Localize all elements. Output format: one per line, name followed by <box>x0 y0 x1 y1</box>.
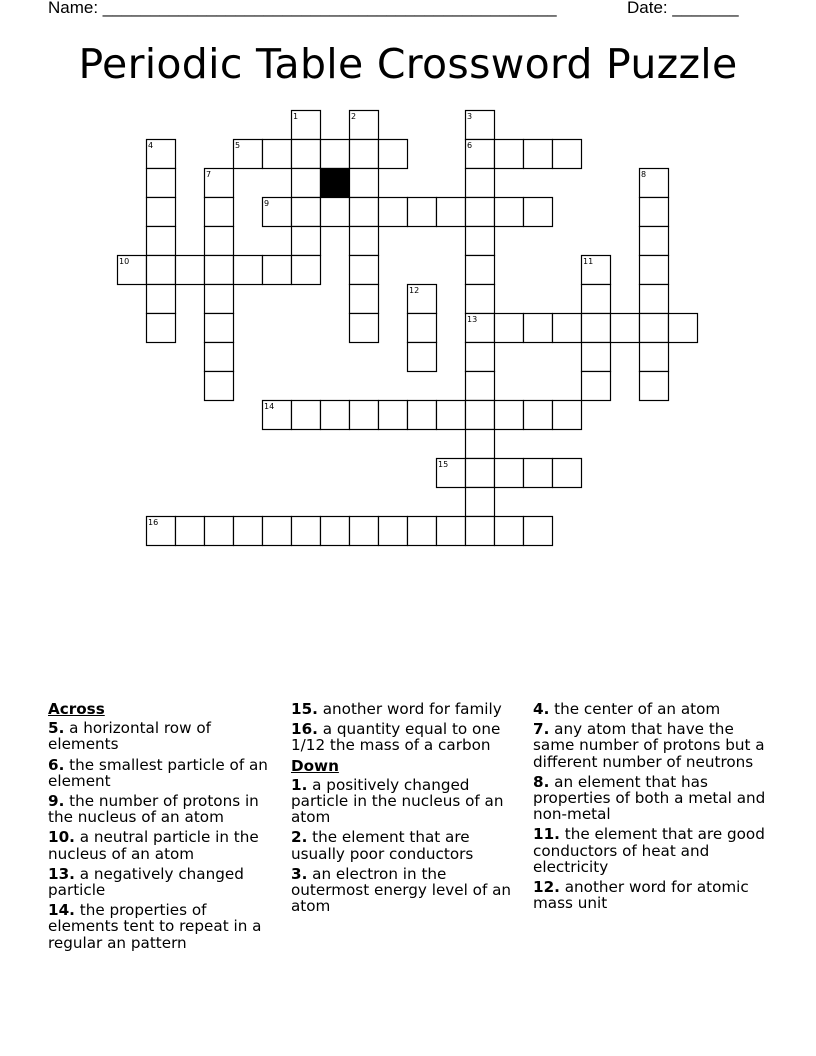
grid-cell[interactable] <box>495 140 524 169</box>
grid-cell[interactable] <box>292 256 321 285</box>
grid-cell[interactable] <box>350 227 379 256</box>
cell-number: 13 <box>467 315 478 324</box>
grid-cell[interactable] <box>176 256 205 285</box>
cell-number: 7 <box>206 170 212 179</box>
clue-text: the number of protons in the nucleus of an atom <box>48 792 259 827</box>
cell-number: 15 <box>438 460 449 469</box>
cell-number: 8 <box>641 170 647 179</box>
clue-down-3 <box>291 866 527 915</box>
grid-cell[interactable] <box>205 198 234 227</box>
clue-across-5 <box>48 720 278 752</box>
clue-number: 13. <box>48 864 75 883</box>
cell-number: 16 <box>148 518 159 527</box>
grid-cell[interactable] <box>582 343 611 372</box>
grid-cell[interactable] <box>495 198 524 227</box>
cell-number: 10 <box>119 257 130 266</box>
clue-number: 4. <box>533 700 550 718</box>
clues-column-3 <box>533 701 769 915</box>
grid-cell[interactable] <box>437 401 466 430</box>
grid-cell[interactable] <box>553 314 582 343</box>
grid-cell[interactable] <box>524 459 553 488</box>
grid-cell[interactable] <box>524 140 553 169</box>
clue-across-9 <box>48 793 278 825</box>
grid-cell[interactable] <box>640 314 669 343</box>
grid-cell[interactable] <box>524 198 553 227</box>
grid-cell[interactable] <box>408 314 437 343</box>
cell-number: 3 <box>467 112 473 121</box>
clue-text: an electron in the outermost energy level of an atom <box>291 864 512 916</box>
clue-number: 3. <box>291 864 308 883</box>
grid-cell[interactable] <box>466 343 495 372</box>
grid-cell[interactable] <box>205 285 234 314</box>
clue-down-2 <box>291 829 527 861</box>
grid-cell[interactable] <box>408 517 437 546</box>
clue-down-12 <box>533 879 769 911</box>
clue-number: 6. <box>48 755 65 774</box>
grid-cell[interactable] <box>524 314 553 343</box>
grid-cell[interactable] <box>350 169 379 198</box>
clue-text: an element that has properties of both a metal and non-metal <box>533 772 766 824</box>
cell-number: 5 <box>235 141 241 150</box>
clue-down-11 <box>533 826 769 875</box>
clue-number: 9. <box>48 792 65 811</box>
grid-cell[interactable] <box>582 285 611 314</box>
clue-number: 10. <box>48 828 75 847</box>
cell-number: 11 <box>583 257 594 266</box>
clue-across-16 <box>291 721 527 753</box>
grid-cell[interactable] <box>524 401 553 430</box>
clue-text: the smallest particle of an element <box>48 755 268 790</box>
grid-cell[interactable] <box>408 343 437 372</box>
grid-cell[interactable] <box>379 517 408 546</box>
grid-cell[interactable] <box>466 372 495 401</box>
grid-cell[interactable] <box>350 314 379 343</box>
grid-cell[interactable] <box>263 256 292 285</box>
down-heading: Down <box>291 756 339 775</box>
grid-cell[interactable] <box>669 314 698 343</box>
grid-cell[interactable] <box>553 459 582 488</box>
grid-cell[interactable] <box>466 256 495 285</box>
clue-number: 11. <box>533 825 560 844</box>
clue-text: another word for family <box>322 700 502 718</box>
grid-cell[interactable] <box>263 140 292 169</box>
clue-text: a negatively changed particle <box>48 864 244 900</box>
grid-cell[interactable] <box>147 198 176 227</box>
grid-cell[interactable] <box>379 198 408 227</box>
clue-across-10 <box>48 829 278 861</box>
clue-text: the element that are good conductors of heat and electricity <box>533 825 765 876</box>
clue-across-15 <box>291 701 527 717</box>
cell-number: 12 <box>409 286 420 295</box>
grid-cell[interactable] <box>640 372 669 401</box>
grid-cell[interactable] <box>437 198 466 227</box>
grid-cell[interactable] <box>611 314 640 343</box>
grid-cell[interactable] <box>147 227 176 256</box>
grid-cell[interactable] <box>147 256 176 285</box>
grid-cell[interactable] <box>408 401 437 430</box>
grid-cell[interactable] <box>379 401 408 430</box>
clue-number: 14. <box>48 901 75 920</box>
grid-cell[interactable] <box>495 314 524 343</box>
grid-cell[interactable] <box>147 169 176 198</box>
grid-cell[interactable] <box>466 227 495 256</box>
grid-cell[interactable] <box>147 285 176 314</box>
clue-text: a neutral particle in the nucleus of an atom <box>48 828 259 863</box>
grid-cell[interactable] <box>437 517 466 546</box>
clue-text: the element that are usually poor conductors <box>291 828 474 863</box>
clue-down-1 <box>291 777 527 826</box>
cell-number: 14 <box>264 402 275 411</box>
grid-cell[interactable] <box>553 401 582 430</box>
grid-cell[interactable] <box>205 372 234 401</box>
clue-number: 5. <box>48 719 65 738</box>
date-field[interactable]: Date: _______ <box>627 0 739 17</box>
grid-cell[interactable] <box>640 227 669 256</box>
grid-cell-shaded <box>321 169 350 198</box>
clue-text: any atom that have the same number of protons but a different number of neutrons <box>533 720 765 771</box>
grid-cell[interactable] <box>466 401 495 430</box>
grid-cell[interactable] <box>408 198 437 227</box>
clue-down-7 <box>533 721 769 770</box>
grid-cell[interactable] <box>524 517 553 546</box>
grid-cell[interactable] <box>205 343 234 372</box>
grid-cell[interactable] <box>466 517 495 546</box>
grid-cell[interactable] <box>553 140 582 169</box>
clue-number: 2. <box>291 828 308 847</box>
grid-cell[interactable] <box>205 227 234 256</box>
grid-cell[interactable] <box>640 285 669 314</box>
clue-across-14 <box>48 902 278 951</box>
grid-cell[interactable] <box>205 256 234 285</box>
grid-cell[interactable] <box>147 314 176 343</box>
grid-cell[interactable] <box>495 401 524 430</box>
grid-cell[interactable] <box>292 401 321 430</box>
grid-cell[interactable] <box>350 401 379 430</box>
grid-cell[interactable] <box>205 314 234 343</box>
grid-cell[interactable] <box>466 169 495 198</box>
grid-cell[interactable] <box>582 372 611 401</box>
clue-text: a positively changed particle in the nucleus of an atom <box>291 775 504 827</box>
clue-number: 8. <box>533 772 550 791</box>
grid-cell[interactable] <box>292 517 321 546</box>
clue-down-8 <box>533 774 769 823</box>
grid-cell[interactable] <box>350 140 379 169</box>
grid-cell[interactable] <box>292 140 321 169</box>
grid-cell[interactable] <box>640 198 669 227</box>
cell-number: 6 <box>467 141 473 150</box>
grid-cell[interactable] <box>640 343 669 372</box>
grid-cell[interactable] <box>495 459 524 488</box>
grid-cell[interactable] <box>292 169 321 198</box>
clue-number: 12. <box>533 878 560 897</box>
clue-text: another word for atomic mass unit <box>533 878 749 913</box>
grid-cell[interactable] <box>466 459 495 488</box>
grid-cell[interactable] <box>640 256 669 285</box>
clue-down-4 <box>533 701 769 717</box>
clue-text: the properties of elements tent to repeat in a regular an pattern <box>48 901 262 952</box>
clue-text: a quantity equal to one 1/12 the mass of a carbon <box>291 720 501 755</box>
grid-cell[interactable] <box>466 430 495 459</box>
grid-cell[interactable] <box>292 227 321 256</box>
clue-text: the center of an atom <box>554 700 721 718</box>
clues-column-2 <box>291 701 527 918</box>
grid-cell[interactable] <box>582 314 611 343</box>
grid-cell[interactable] <box>205 517 234 546</box>
cell-number: 1 <box>293 112 299 121</box>
grid-cell[interactable] <box>350 517 379 546</box>
grid-cell[interactable] <box>234 256 263 285</box>
grid-cell[interactable] <box>379 140 408 169</box>
grid-cell[interactable] <box>321 517 350 546</box>
grid-cell[interactable] <box>350 198 379 227</box>
grid-cell[interactable] <box>263 517 292 546</box>
cell-number: 4 <box>148 141 154 150</box>
cell-number: 9 <box>264 199 270 208</box>
grid-cell[interactable] <box>321 198 350 227</box>
clue-across-13 <box>48 866 278 898</box>
across-heading: Across <box>48 700 105 718</box>
grid-cell[interactable] <box>466 285 495 314</box>
page-title: Periodic Table Crossword Puzzle <box>78 40 738 88</box>
grid-cell[interactable] <box>466 488 495 517</box>
clue-number: 7. <box>533 720 550 739</box>
clue-number: 1. <box>291 775 308 794</box>
grid-cell[interactable] <box>466 198 495 227</box>
grid-cell[interactable] <box>321 140 350 169</box>
grid-cell[interactable] <box>321 401 350 430</box>
name-field[interactable]: Name: ________________________________________________ <box>48 0 557 17</box>
clue-number: 16. <box>291 720 318 739</box>
grid-cell[interactable] <box>176 517 205 546</box>
clue-number: 15. <box>291 700 318 718</box>
grid-cell[interactable] <box>234 517 263 546</box>
clue-across-6 <box>48 757 278 789</box>
grid-cell[interactable] <box>292 198 321 227</box>
grid-cell[interactable] <box>350 256 379 285</box>
grid-cell[interactable] <box>495 517 524 546</box>
grid-cell[interactable] <box>350 285 379 314</box>
clue-text: a horizontal row of elements <box>48 719 211 754</box>
cell-number: 2 <box>351 112 357 121</box>
clues-column-1 <box>48 701 278 955</box>
